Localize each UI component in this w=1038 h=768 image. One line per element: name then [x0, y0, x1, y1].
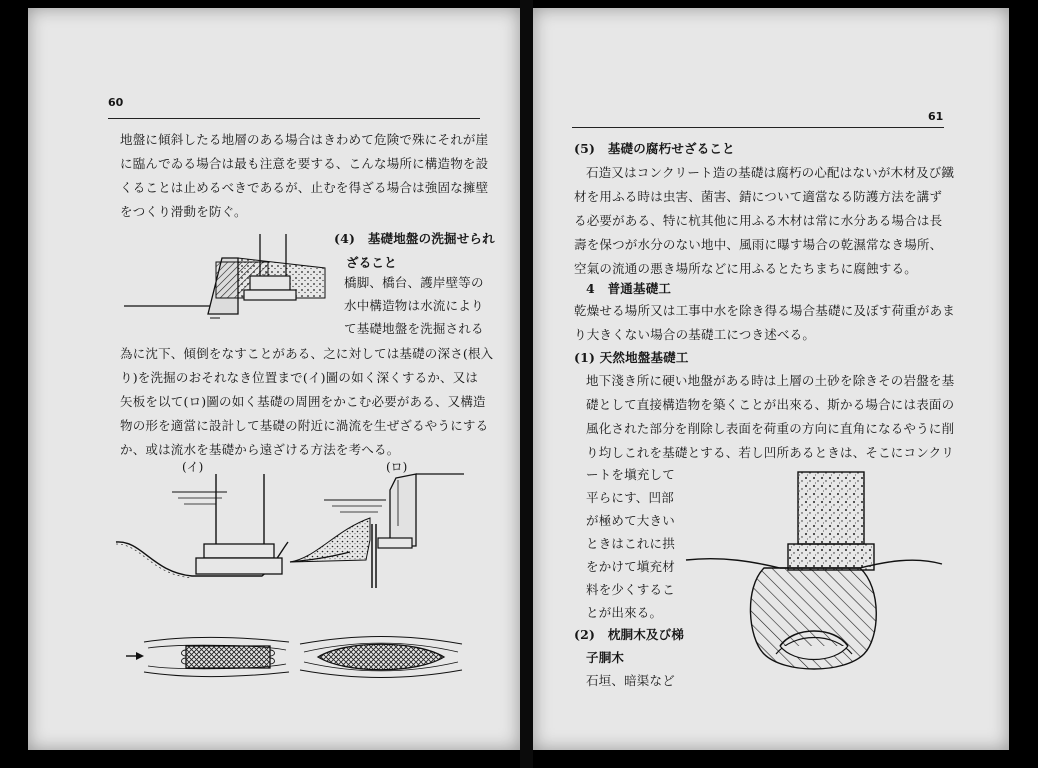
- sub1-side-line: をかけて塡充材: [586, 559, 675, 574]
- sub1-side-line: 平らにす、凹部: [586, 490, 674, 505]
- sub1-side-line: ときはこれに拱: [586, 536, 675, 551]
- sub2-body: 石垣、暗渠など: [586, 673, 675, 688]
- para1-line: くることは止めるべきであるが、止むを得ざる場合は強固な擁壁: [120, 180, 489, 195]
- section4-body-line: り)を洗掘のおそれなき位置まで(イ)圖の如く深くするか、又は: [120, 370, 479, 385]
- section4-side-line: 水中構造物は水流により: [344, 298, 484, 313]
- section4-body-line: 為に沈下、傾倒をなすことがある、之に対しては基礎の深さ(根入: [120, 346, 494, 361]
- section4-side-line: て基礎地盤を洗掘される: [344, 321, 484, 336]
- figure-caption-i: (イ): [182, 460, 204, 474]
- section4-body-line: 物の形を適當に設計して基礎の附近に渦流を生ぜざるやうにする: [120, 418, 489, 433]
- left-header-rule: [108, 118, 480, 119]
- section5-line: 材を用ふる時は虫害、菌害、錆について適當なる防護方法を講ず: [574, 189, 943, 204]
- figure-caption-ro: (ロ): [386, 460, 408, 474]
- para1-line: 地盤に傾斜したる地層のある場合はきわめて危険で殊にそれが崖: [120, 132, 489, 147]
- sub1-line: 風化された部分を削除し表面を荷重の方向に直角になるやうに削: [586, 421, 955, 436]
- sub2-heading: (2) 枕胴木及び梯: [574, 627, 685, 642]
- section4-body-line: 矢板を以て(ロ)圖の如く基礎の周囲をかこむ必要がある、又構造: [120, 394, 486, 409]
- sub1-line: り均しこれを基礎とする、若し凹所あるときは、そこにコンクリ: [586, 445, 955, 460]
- section5-line: る必要がある、特に杭其他に用ふる木材は常に水分ある場合は長: [574, 213, 943, 228]
- section-4-heading: 4 普通基礎工: [586, 281, 672, 296]
- para1-line: に臨んでゐる場合は最も注意を要する、こんな場所に構造物を設: [120, 156, 489, 171]
- sub1-side-line: とが出來る。: [586, 605, 663, 620]
- deep-foundation-figure: [112, 470, 292, 590]
- section5-line: 石造又はコンクリート造の基礎は腐朽の心配はないが木材及び鐵: [586, 165, 955, 180]
- right-page-number: 61: [928, 110, 944, 123]
- sub2-heading-cont: 子胴木: [586, 650, 625, 665]
- flow-plan-figure-a: [124, 632, 294, 682]
- section4-heading: (4) 基礎地盤の洗掘せられ: [334, 231, 495, 246]
- section4-heading-cont: ざること: [346, 255, 397, 270]
- bedrock-foundation-figure: [684, 468, 946, 688]
- section-4-body: 乾燥せる場所又は工事中水を除き得る場合基礎に及ぼす荷重があま: [574, 303, 956, 318]
- abutment-figure: [120, 228, 330, 328]
- sheet-pile-figure: [286, 470, 466, 590]
- sub1-heading: (1) 天然地盤基礎工: [574, 350, 689, 365]
- section5-line: 空氣の流通の悪き場所などに用ふるとたちまちに腐蝕する。: [574, 261, 917, 276]
- left-page-number: 60: [108, 96, 124, 109]
- sub1-side-line: 料を少くするこ: [586, 582, 675, 597]
- para1-line: をつくり滑動を防ぐ。: [120, 204, 247, 219]
- book-gutter: [520, 0, 533, 768]
- section4-body-line: か、或は流水を基礎から遠ざける方法を考へる。: [120, 442, 400, 457]
- section5-line: 壽を保つが水分のない地中、風雨に曝す場合の乾濕常なき場所、: [574, 237, 943, 252]
- section5-heading: (5) 基礎の腐朽せざること: [574, 141, 735, 156]
- right-header-rule: [572, 127, 944, 128]
- sub1-side-line: ートを塡充して: [586, 467, 675, 482]
- section4-side-line: 橋脚、橋台、護岸壁等の: [344, 275, 484, 290]
- sub1-side-line: が極めて大きい: [586, 513, 675, 528]
- sub1-line: 礎として直接構造物を築くことが出來る、斯かる場合には表面の: [586, 397, 955, 412]
- section-4-body: り大きくない場合の基礎工につき述べる。: [574, 327, 816, 342]
- sub1-line: 地下淺き所に硬い地盤がある時は上層の土砂を除きその岩盤を基: [586, 373, 955, 388]
- flow-plan-figure-b: [296, 632, 466, 682]
